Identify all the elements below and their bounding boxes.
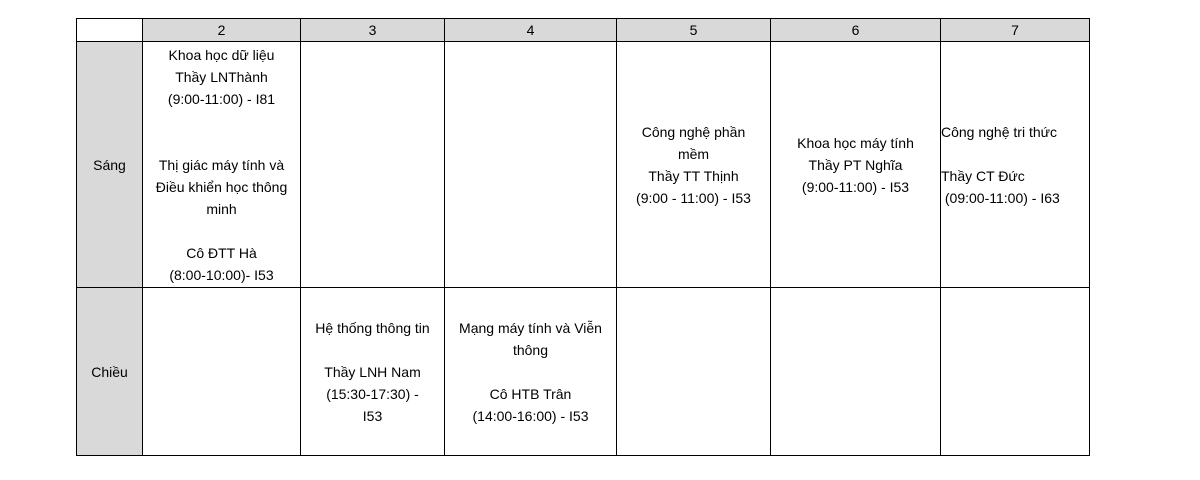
row-label-morning: Sáng [77,42,143,288]
cell-text-line: (8:00-10:00)- I53 [169,266,274,283]
cell-spacer [301,339,444,361]
cell-text-line: Điều khiển học thông [155,178,288,195]
cell-text-line: Công nghệ tri thức [941,123,1057,140]
cell-text-line: mềm [677,145,710,162]
cell-text-line: (9:00-11:00) - I81 [167,90,276,107]
cell-text-line: Thầy TT Thịnh [648,167,739,184]
day-header-2: 2 [143,19,301,42]
day-header-6: 6 [771,19,941,42]
cell-spacer [445,361,616,383]
cell-text-line: (9:00-11:00) - I53 [801,178,910,195]
afternoon-cell-7 [941,288,1090,456]
afternoon-cell-4 [445,288,617,456]
cell-text-line: Thầy LNH Nam [324,363,421,380]
row-label-afternoon: Chiều [77,288,143,456]
afternoon-cell-5 [617,288,771,456]
schedule-table [76,18,1090,456]
cell-text-line: Cô HTB Trân [489,385,572,402]
afternoon-cell-3 [301,288,445,456]
cell-text-line: (15:30-17:30) - [326,385,419,402]
cell-text-line: Công nghệ phần [641,123,746,140]
cell-spacer [143,220,300,242]
cell-text-line: I53 [362,407,383,424]
cell-text-line: (14:00-16:00) - I53 [472,407,589,424]
morning-row [77,42,1090,288]
cell-text-line: minh [206,200,237,217]
cell-text-line: (9:00 - 11:00) - I53 [636,189,751,206]
corner-cell [77,19,143,42]
cell-text-line: Khoa học máy tính [797,134,914,151]
header-row [77,19,1090,42]
cell-spacer [143,132,300,154]
cell-text-line: Thầy LNThành [175,68,268,85]
cell-text-line: Thầy CT Đức [941,167,1025,184]
afternoon-cell-6 [771,288,941,456]
afternoon-row [77,288,1090,456]
day-header-3: 3 [301,19,445,42]
cell-text-line: Thầy PT Nghĩa [808,156,903,173]
morning-cell-7 [941,42,1090,288]
morning-cell-5 [617,42,771,288]
cell-text-line: (09:00-11:00) - I63 [941,189,1060,206]
cell-text-line: Thị giác máy tính và [158,156,285,173]
morning-cell-3 [301,42,445,288]
cell-text-line: thông [512,341,549,358]
day-header-5: 5 [617,19,771,42]
cell-spacer [143,110,300,132]
cell-text-line: Cô ĐTT Hà [186,244,257,261]
cell-spacer [941,143,1089,165]
cell-text-line: Hệ thống thông tin [315,319,430,336]
cell-text-line: Khoa học dữ liệu [168,46,275,63]
morning-cell-4 [445,42,617,288]
day-header-7: 7 [941,19,1090,42]
afternoon-cell-2 [143,288,301,456]
morning-cell-6 [771,42,941,288]
cell-text-line: Mạng máy tính và Viễn [459,319,602,336]
day-header-4: 4 [445,19,617,42]
morning-cell-2 [143,42,301,288]
